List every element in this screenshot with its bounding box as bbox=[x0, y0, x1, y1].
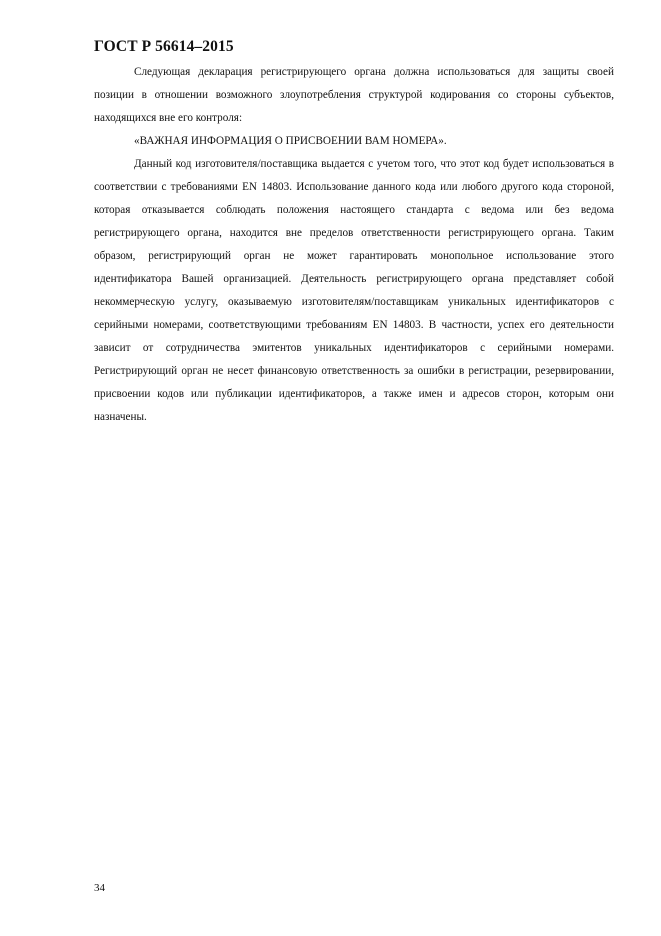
important-info-heading: «ВАЖНАЯ ИНФОРМАЦИЯ О ПРИСВОЕНИИ ВАМ НОМЕРА». bbox=[134, 135, 447, 147]
declaration-body-paragraph: Данный код изготовителя/поставщика выдается с учетом того, что этот код будет использоваться в соответствии с требованиями EN 14803. Использование данного кода или любого другого кода стороной, которая отказывается соблюдать положения настоящего стандарта с ведома или без ведома регистрирующего органа, находится вне пределов ответственности регистрирующего органа. Таким образом, регистрирующий орган не может гарантировать монопольное использование этого идентификатора Вашей организацией. Деятельность регистрирующего органа представляет собой некоммерческую услугу, оказываемую изготовителям/поставщикам уникальных идентификаторов с серийными номерами, соответствующими требованиям EN 14803. В частности, успех его деятельности зависит от сотрудничества эмитентов уникальных идентификаторов с серийными номерами. Регистрирующий орган не несет финансовую ответственность за ошибки в регистрации, резервировании, присвоении кодов или публикации идентификаторов, а также имен и адресов сторон, которым они назначены. bbox=[94, 158, 614, 423]
document-body bbox=[94, 61, 614, 429]
declaration-intro-paragraph: Следующая декларация регистрирующего органа должна использоваться для защиты своей позиции в отношении возможного злоупотребления структурой кодирования со стороны субъектов, находящихся вне его контроля: bbox=[94, 66, 614, 124]
standard-code-header: ГОСТ Р 56614–2015 bbox=[94, 38, 234, 55]
page-number: 34 bbox=[94, 882, 105, 894]
